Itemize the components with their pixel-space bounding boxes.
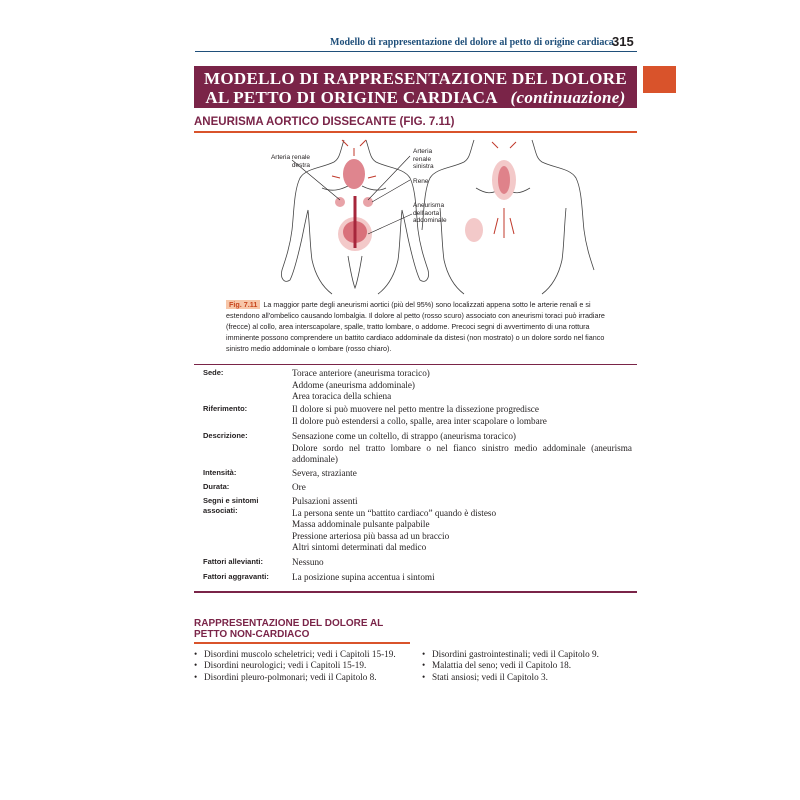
table-top-rule (194, 364, 637, 365)
row-value: Il dolore può estendersi a collo, spalle, area inter scapolare o lombare (292, 415, 547, 426)
row-values (292, 572, 632, 584)
row-values (292, 496, 632, 554)
row-values (292, 468, 632, 480)
page-number: 315 (612, 34, 634, 49)
row-value: Ore (292, 482, 306, 492)
row-value: Dolore sordo nel tratto lombare o nel fianco sinistro medio addominale (aneurisma addominale) (292, 442, 632, 464)
row-values (292, 404, 632, 427)
row-value: Area toracica della schiena (292, 391, 392, 401)
row-label: Descrizione: (203, 431, 248, 440)
row-values (292, 482, 632, 494)
banner-line-1: MODELLO DI RAPPRESENTAZIONE DEL DOLORE (204, 69, 627, 88)
banner-line-2 (194, 88, 637, 107)
row-value: Il dolore si può muovere nel petto mentre la dissezione progredisce (292, 404, 539, 414)
row-label: Sede: (203, 368, 224, 377)
label-kidney: Rene (413, 178, 429, 185)
banner-line-2-text: AL PETTO DI ORIGINE CARDIACA (205, 88, 497, 107)
non-cardiac-title: RAPPRESENTAZIONE DEL DOLORE AL PETTO NON-CARDIACO (194, 618, 384, 640)
list-item: • Disordini muscolo scheletrici; vedi i Capitoli 15-19. (194, 649, 396, 660)
row-label: Riferimento: (203, 404, 248, 413)
label-aneurysm: Aneurisma dell'aorta addominale (413, 202, 447, 224)
banner-continuation: (continuazione) (510, 88, 626, 107)
row-label: Fattori allevianti: (203, 557, 264, 566)
list-item: • Disordini pleuro-polmonari; vedi il Capitolo 8. (194, 672, 396, 683)
row-value: Massa addominale pulsante palpabile (292, 519, 430, 529)
table-bottom-rule (194, 591, 637, 593)
list-item: • Malattia del seno; vedi il Capitolo 18. (422, 660, 599, 671)
figure-caption (226, 299, 612, 354)
row-value: Pressione arteriosa più bassa ad un braccio (292, 530, 450, 541)
page-title-banner (194, 66, 637, 108)
row-value: La posizione supina accentua i sintomi (292, 572, 435, 582)
list-item: • Disordini neurologici; vedi i Capitoli 15-19. (194, 660, 396, 671)
row-value: Nessuno (292, 557, 324, 567)
running-header-title: Modello di rappresentazione del dolore al petto di origine cardiaca (330, 37, 614, 48)
non-cardiac-list-right (422, 649, 599, 683)
header-rule (195, 51, 637, 52)
row-value: Sensazione come un coltello, di strappo (aneurisma toracico) (292, 431, 516, 441)
row-values (292, 431, 632, 466)
non-cardiac-list-left (194, 649, 396, 683)
row-values (292, 368, 632, 403)
list-item: • Disordini gastrointestinali; vedi il Capitolo 9. (422, 649, 599, 660)
section-rule (194, 131, 637, 133)
label-right-renal-artery: Arteria renale destra (270, 154, 310, 169)
non-cardiac-rule (194, 642, 410, 644)
row-value: Severa, straziante (292, 468, 357, 478)
row-value: La persona sente un “battito cardiaco” quando è disteso (292, 507, 497, 518)
label-left-renal-artery: Arteria renale sinistra (413, 148, 434, 170)
row-label: Fattori aggravanti: (203, 572, 269, 581)
section-title: ANEURISMA AORTICO DISSECANTE (FIG. 7.11) (194, 116, 455, 128)
row-label: Intensità: (203, 468, 237, 477)
body-figure (236, 138, 596, 298)
row-value: Addome (aneurisma addominale) (292, 379, 415, 390)
figure-caption-text: La maggior parte degli aneurismi aortici (più del 95%) sono localizzati appena sotto le arterie renali e si estendono all'ombelico causando lombalgia. Il dolore al petto (rosso scuro) associato con aneurismi toraci può irradiare (frecce) al collo, area interscapolare, spalle, tratto lombare, o addome. Precoci segni di avvertimento di una rottura imminente possono comprendere un battito cardiaco addominale da distesi (non mostrato) o un dolore sordo nel fianco sinistro medio addominale o lombare (rosso chiaro). (226, 300, 605, 353)
row-value: Pulsazioni assenti (292, 496, 358, 506)
row-values (292, 557, 632, 569)
row-value: Altri sintomi determinati dal medico (292, 542, 427, 552)
list-item: • Stati ansiosi; vedi il Capitolo 3. (422, 672, 599, 683)
row-label: Durata: (203, 482, 230, 491)
figure-tag: Fig. 7.11 (226, 300, 260, 309)
row-label: Segni e sintomi associati: (203, 496, 259, 515)
row-value: Torace anteriore (aneurisma toracico) (292, 368, 430, 378)
chapter-tab (643, 66, 676, 93)
